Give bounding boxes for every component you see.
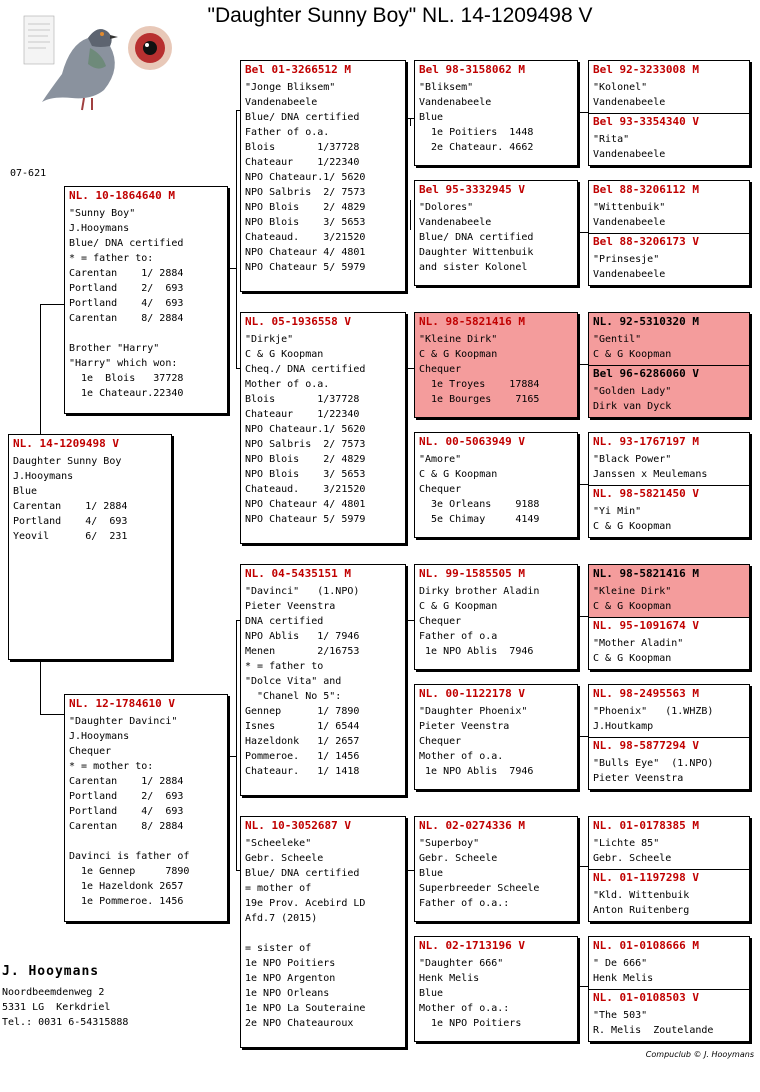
info-line: "Dolce Vita" and [245,676,342,687]
pigeon-card-g5[interactable] [593,315,699,362]
connector-line [578,986,588,987]
info-line: C & G Koopman [419,469,498,480]
connector-line [406,870,414,871]
info-line: Mother of o.a.: [419,1003,510,1014]
info-line: C & G Koopman [419,349,498,360]
pair-divider [589,233,749,234]
info-line: 2e NPO Chateauroux [245,1018,354,1029]
ring-number: NL. 10-3052687 V [245,819,351,832]
pigeon-card-g8[interactable] [593,487,699,534]
info-line: Chequer [419,364,462,375]
info-line: 1e Poitiers 1448 [419,127,534,138]
info-line: J.Houtkamp [593,721,654,732]
pigeon-card-mff[interactable] [414,564,578,670]
pigeon-pair-5 [588,564,750,670]
ring-number: Bel 93-3354340 V [593,115,699,128]
connector-line [40,662,41,714]
info-line: Portland 4/ 693 [69,298,184,309]
info-line [245,926,401,941]
info-line: 5e Chimay 4149 [419,514,540,525]
pigeon-card-g7[interactable] [593,435,707,482]
pigeon-card-g4[interactable] [593,235,699,282]
ring-number: NL. 00-5063949 V [419,435,525,448]
info-line: Henk Melis [419,973,480,984]
pigeon-pair-7 [588,816,750,922]
pigeon-card-mf[interactable] [240,564,406,796]
pigeon-card-g2[interactable] [593,115,699,162]
info-line: NPO Chateaur 4/ 4801 [245,499,366,510]
connector-line [578,616,588,617]
owner-block [2,964,128,1030]
info-line: Portland 2/ 693 [69,791,184,802]
pigeon-card-mmf[interactable] [414,816,578,922]
info-line: "Sunny Boy" [69,208,136,219]
owner-phone: Tel.: 0031 6-54315888 [2,1017,129,1028]
info-line: Mother of o.a. [419,751,504,762]
ring-number: NL. 04-5435151 M [245,567,351,580]
info-line: "Lichte 85" [593,838,660,849]
pigeon-card-g13[interactable] [593,819,699,866]
connector-line [236,620,237,870]
connector-line [40,714,67,715]
info-line: "Phoenix" (1.WHZB) [593,706,714,717]
pigeon-card-g16[interactable] [593,991,713,1038]
connector-line [40,304,41,437]
pigeon-card-g3[interactable] [593,183,699,230]
info-line: NPO Blois 3/ 5653 [245,217,366,228]
pigeon-pair-3 [588,312,750,418]
pair-divider [589,737,749,738]
connector-line [40,304,67,305]
pigeon-card-g11[interactable] [593,687,713,734]
info-line: "Kleine Dirk" [593,586,672,597]
info-line: 1e Hazeldonk 2657 [69,881,184,892]
info-line: "Chanel No 5": [245,691,342,702]
info-line: NPO Blois 2/ 4829 [245,454,366,465]
info-line: "Rita" [593,134,630,145]
info-line: Chateaur 1/22340 [245,157,360,168]
info-line: NPO Blois 2/ 4829 [245,202,366,213]
info-line: "Amore" [419,454,462,465]
info-line: Carentan 8/ 2884 [69,313,184,324]
info-line: Dirk van Dyck [593,401,672,412]
info-line: C & G Koopman [593,653,672,664]
ring-number: NL. 98-5821416 M [593,567,699,580]
connector-line [578,736,588,737]
pair-divider [589,365,749,366]
info-line: J.Hooymans [69,223,130,234]
pigeon-card-mmm[interactable] [414,936,578,1042]
info-line: Vandenabeele [593,269,666,280]
pigeon-logo-image [22,14,182,116]
info-line: Chequer [419,736,462,747]
info-line: Davinci is father of [69,851,190,862]
info-line: = sister of [245,943,312,954]
info-line: 1e Chateaur.22340 [69,388,184,399]
info-line: Chequer [419,616,462,627]
info-line: "Jonge Bliksem" [245,82,336,93]
info-line: R. Melis Zoutelande [593,1025,714,1036]
info-line: NPO Chateaur 5/ 5979 [245,262,366,273]
ring-number: NL. 02-1713196 V [419,939,525,952]
ring-number: Bel 98-3158062 M [419,63,525,76]
info-line: Isnes 1/ 6544 [245,721,360,732]
connector-line [236,110,237,368]
info-line: C & G Koopman [419,601,498,612]
ring-number: Bel 01-3266512 M [245,63,351,76]
info-line: Vandenabeele [419,97,492,108]
pigeon-card-g14[interactable] [593,871,699,918]
ring-number: NL. 01-0108503 V [593,991,699,1004]
info-line: Vandenabeele [245,97,318,108]
info-line: "Kld. Wittenbuik [593,890,690,901]
info-line: = mother of [245,883,312,894]
ring-number: NL. 98-5821450 V [593,487,699,500]
info-line: Carentan 1/ 2884 [69,776,184,787]
info-line: 3e Orleans 9188 [419,499,540,510]
info-line: "Davinci" (1.NPO) [245,586,360,597]
pedigree-title: "Daughter Sunny Boy" NL. 14-1209498 V [207,4,593,27]
info-line: 1e Pommeroe. 1456 [69,896,184,907]
info-line: NPO Chateaur 4/ 4801 [245,247,366,258]
info-line: Blue/ DNA certified [69,238,184,249]
pigeon-pair-4 [588,432,750,538]
info-line: C & G Koopman [593,521,672,532]
pair-divider [589,485,749,486]
ring-number: NL. 01-0108666 M [593,939,699,952]
info-line: Vandenabeele [593,149,666,160]
owner-address-line: 5331 LG Kerkdriel [2,1002,111,1013]
info-line: "Dolores" [419,202,474,213]
info-line: Hazeldonk 1/ 2657 [245,736,360,747]
info-line: 1e Blois 37728 [69,373,184,384]
connector-line [406,620,414,621]
info-line: Vandenabeele [593,97,666,108]
info-line: "The 503" [593,1010,648,1021]
connector-line [578,484,588,485]
ring-number: NL. 98-5877294 V [593,739,699,752]
ring-number: NL. 02-0274336 M [419,819,525,832]
info-line: 1e NPO Orleans [245,988,330,999]
info-line: Pommeroe. 1/ 1456 [245,751,360,762]
info-line: 19e Prov. Acebird LD [245,898,366,909]
info-line: Yeovil 6/ 231 [13,531,128,542]
info-line: Blue [419,868,444,879]
info-line: 1e Troyes 17884 [419,379,540,390]
ring-number: NL. 99-1585505 M [419,567,525,580]
pigeon-card-fff[interactable] [414,60,578,166]
info-line: "Golden Lady" [593,386,672,397]
info-line: Gebr. Scheele [593,853,672,864]
info-line: Menen 2/16753 [245,646,360,657]
pigeon-card-fm[interactable] [240,312,406,544]
info-line: "Bulls Eye" (1.NPO) [593,758,714,769]
info-line: "Scheeleke" [245,838,312,849]
info-line: "Superboy" [419,838,480,849]
info-line: Vandenabeele [419,217,492,228]
owner-address-line: Noordbeemdenweg 2 [2,987,105,998]
connector-line [406,368,414,369]
ring-number: Bel 95-3332945 V [419,183,525,196]
info-line: Afd.7 (2015) [245,913,318,924]
info-line: Daughter Wittenbuik [419,247,534,258]
ring-number: Bel 88-3206173 V [593,235,699,248]
info-line: Vandenabeele [593,217,666,228]
info-line: "Kleine Dirk" [419,334,498,345]
pigeon-pair-6 [588,684,750,790]
pigeon-card-mm[interactable] [240,816,406,1048]
ring-number: NL. 93-1767197 M [593,435,699,448]
info-line: "Daughter 666" [419,958,504,969]
info-line: Chateaud. 3/21520 [245,484,366,495]
info-line: "Dirkje" [245,334,294,345]
pigeon-pair-1 [588,60,750,166]
info-line: "Prinsesje" [593,254,660,265]
connector-line [228,268,236,269]
info-line: * = father to [245,661,324,672]
info-line: 1e NPO Ablis 7946 [419,766,534,777]
info-line: Pieter Veenstra [593,773,684,784]
info-line: Gennep 1/ 7890 [245,706,360,717]
pigeon-card-fmm[interactable] [414,432,578,538]
ring-number: NL. 01-0178385 M [593,819,699,832]
connector-line [410,200,411,230]
pigeon-pair-2 [588,180,750,286]
info-line: Carentan 1/ 2884 [69,268,184,279]
info-line: 1e NPO La Souteraine [245,1003,366,1014]
ring-number: NL. 92-5310320 M [593,315,699,328]
info-line: NPO Chateaur 5/ 5979 [245,514,366,525]
info-line: NPO Chateaur.1/ 5620 [245,172,366,183]
info-line: Carentan 1/ 2884 [13,501,128,512]
info-line: "Yi Min" [593,506,642,517]
info-line: Anton Ruitenberg [593,905,690,916]
connector-line [578,866,588,867]
info-line: Pieter Veenstra [419,721,510,732]
info-line: and sister Kolonel [419,262,528,273]
info-line: Brother "Harry" [69,343,160,354]
info-line: J.Hooymans [69,731,130,742]
copyright-footer: Compuclub © J. Hooymans [645,1050,754,1059]
info-line: * = mother to: [69,761,154,772]
pair-divider [589,989,749,990]
info-line: " De 666" [593,958,648,969]
info-line: "Gentil" [593,334,642,345]
info-line: DNA certified [245,616,324,627]
info-line: "Bliksem" [419,82,474,93]
info-line: Blois 1/37728 [245,142,360,153]
pedigree-code: 07-621 [10,168,47,179]
pigeon-card-ffm[interactable] [414,180,578,286]
info-line: NPO Salbris 2/ 7573 [245,187,366,198]
info-line: 1e NPO Poitiers [245,958,336,969]
ring-number: NL. 01-1197298 V [593,871,699,884]
info-line: "Daughter Davinci" [69,716,178,727]
info-line: Portland 4/ 693 [13,516,128,527]
info-line: Cheq./ DNA certified [245,364,366,375]
info-line: Father of o.a. [245,127,330,138]
info-line: "Mother Aladin" [593,638,684,649]
info-line: Portland 2/ 693 [69,283,184,294]
info-line: Blue/ DNA certified [419,232,534,243]
info-line: 2e Chateaur. 4662 [419,142,534,153]
ring-number: Bel 88-3206112 M [593,183,699,196]
info-line: Chequer [69,746,112,757]
info-line: 1e NPO Argenton [245,973,336,984]
info-line: 1e Gennep 7890 [69,866,190,877]
ring-number: NL. 14-1209498 V [13,437,119,450]
connector-line [578,364,588,365]
info-line: Carentan 8/ 2884 [69,821,184,832]
info-line: Blois 1/37728 [245,394,360,405]
info-line: NPO Salbris 2/ 7573 [245,439,366,450]
info-line: C & G Koopman [593,601,672,612]
info-line: Blue [13,486,38,497]
ring-number: Bel 92-3233008 M [593,63,699,76]
info-line: J.Hooymans [13,471,74,482]
info-line [69,326,223,341]
info-line: "Wittenbuik" [593,202,666,213]
info-line: "Black Power" [593,454,672,465]
info-line: Gebr. Scheele [419,853,498,864]
pigeon-card-g10[interactable] [593,619,699,666]
pigeon-card-g9[interactable] [593,567,699,614]
info-line: Henk Melis [593,973,654,984]
pigeon-card-ff[interactable] [240,60,406,292]
ring-number: NL. 00-1122178 V [419,687,525,700]
info-line: Chequer [419,484,462,495]
info-line: NPO Blois 3/ 5653 [245,469,366,480]
info-line: Chateaud. 3/21520 [245,232,366,243]
pigeon-card-g15[interactable] [593,939,699,986]
info-line: 1e NPO Ablis 7946 [419,646,534,657]
ring-number: NL. 12-1784610 V [69,697,175,710]
info-line: Chateaur. 1/ 1418 [245,766,360,777]
info-line: Blue/ DNA certified [245,112,360,123]
info-line: "Kolonel" [593,82,648,93]
owner-name: J. Hooymans [2,964,100,979]
ring-number: Bel 96-6286060 V [593,367,699,380]
ring-number: NL. 98-5821416 M [419,315,525,328]
pigeon-card-father[interactable] [64,186,228,414]
info-line: Portland 4/ 693 [69,806,184,817]
connector-line [578,232,588,233]
info-line: Father of o.a [419,631,498,642]
info-line: 1e Bourges 7165 [419,394,540,405]
pigeon-card-g1[interactable] [593,63,699,110]
info-line: Superbreeder Scheele [419,883,540,894]
info-line: Blue [419,988,444,999]
info-line: Father of o.a.: [419,898,510,909]
pigeon-card-fmf[interactable] [414,312,578,418]
info-line: 1e NPO Poitiers [419,1018,522,1029]
pigeon-pair-8 [588,936,750,1042]
info-line: Daughter Sunny Boy [13,456,122,467]
info-line: Dirky brother Aladin [419,586,540,597]
pigeon-card-subject[interactable] [8,434,172,660]
pigeon-card-mother[interactable] [64,694,228,922]
info-line: "Harry" which won: [69,358,178,369]
info-line: C & G Koopman [245,349,324,360]
info-line: NPO Ablis 1/ 7946 [245,631,360,642]
info-line [69,834,223,849]
connector-line [228,756,236,757]
pair-divider [589,617,749,618]
ring-number: NL. 95-1091674 V [593,619,699,632]
ring-number: NL. 98-2495563 M [593,687,699,700]
pigeon-card-g12[interactable] [593,739,713,786]
ring-number: NL. 10-1864640 M [69,189,175,202]
pair-divider [589,869,749,870]
info-line: Mother of o.a. [245,379,330,390]
pigeon-card-mfm[interactable] [414,684,578,790]
info-line: Blue [419,112,444,123]
info-line: NPO Chateaur.1/ 5620 [245,424,366,435]
info-line: * = father to: [69,253,154,264]
info-line: C & G Koopman [593,349,672,360]
info-line: Pieter Veenstra [245,601,336,612]
info-line: Chateaur 1/22340 [245,409,360,420]
info-line: Janssen x Meulemans [593,469,708,480]
connector-line [578,112,588,113]
info-line: Blue/ DNA certified [245,868,360,879]
info-line: "Daughter Phoenix" [419,706,528,717]
pair-divider [589,113,749,114]
ring-number: NL. 05-1936558 V [245,315,351,328]
pigeon-card-g6[interactable] [593,367,699,414]
info-line: Gebr. Scheele [245,853,324,864]
connector-line [410,118,411,126]
